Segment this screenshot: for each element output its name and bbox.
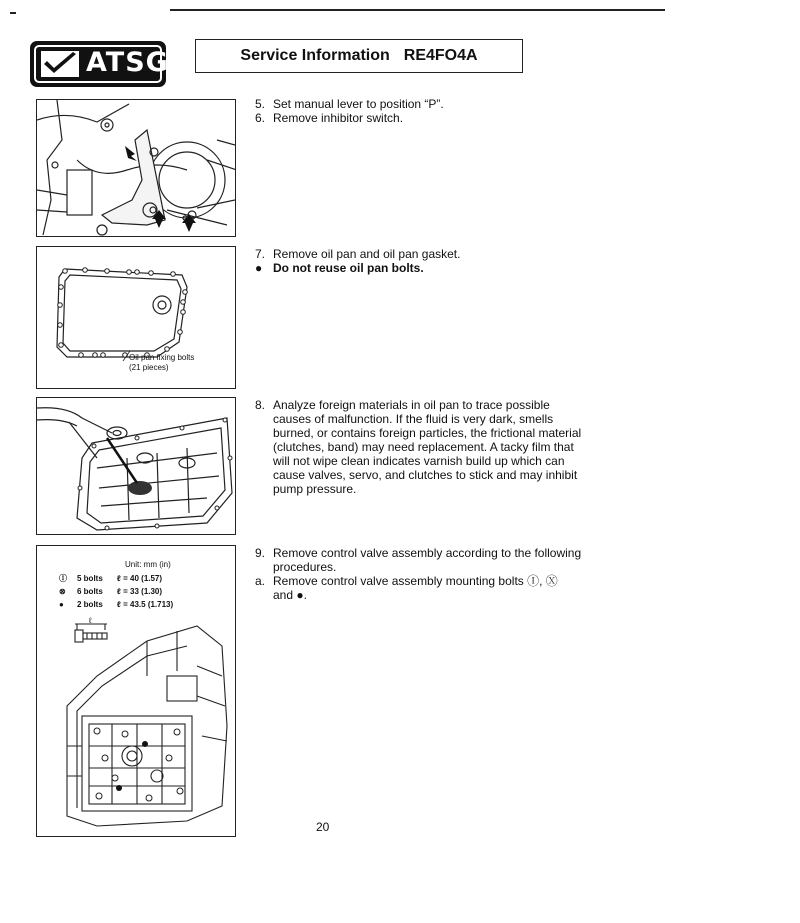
check-icon	[40, 50, 80, 78]
bolt-length: ℓ = 43.5 (1.713)	[117, 600, 174, 609]
bolt-symbol: Ⓘ	[59, 574, 67, 583]
page-title-box	[195, 39, 523, 73]
bolt-symbol: ●	[59, 600, 64, 609]
step-text: Remove control valve assembly according to the following procedures.	[273, 546, 582, 574]
manual-lever-drawing	[37, 100, 236, 237]
oil-pan-inspection-drawing	[37, 398, 236, 535]
bolt-length-symbol: ℓ	[89, 616, 92, 625]
step-number: 7.	[255, 247, 266, 261]
corner-mark	[10, 12, 16, 14]
step-text: Remove oil pan and oil pan gasket.	[273, 247, 461, 261]
figure-oil-pan-bolts	[36, 246, 236, 389]
logo-text: ATSG	[86, 47, 169, 78]
bolt-count: 2 bolts	[77, 600, 103, 609]
step-number: 6.	[255, 111, 266, 125]
bolt-symbol: ⊗	[59, 587, 66, 596]
bolt-count: 5 bolts	[77, 574, 103, 583]
atsg-logo	[30, 41, 169, 87]
transmission-model: RE4FO4A	[403, 47, 478, 64]
step-letter: a.	[255, 574, 266, 588]
step-text: Analyze foreign materials in oil pan to trace possible causes of malfunction. If the fluid is very dark, smells burned, or contains foreign particles, the frictional material (clutches, band) may need replacement. A tacky film that will not wipe clean indicates varnish build up which can cause valves, servo, and clutches to stick and may inhibit pump pressure.	[273, 398, 582, 496]
figure-manual-lever	[36, 99, 236, 237]
oil-pan-callout	[129, 353, 194, 373]
oil-pan-callout-line2: (21 pieces)	[129, 363, 169, 372]
page-title: Service Information	[240, 47, 390, 64]
bullet: ●	[255, 261, 263, 275]
figure-control-valve-bolts	[36, 545, 236, 837]
page-number: 20	[316, 820, 330, 834]
step-text: Remove control valve assembly mounting bolts Ⓘ, Ⓧ and ●.	[273, 574, 558, 602]
bolt-count: 6 bolts	[77, 587, 103, 596]
bolt-length: ℓ = 33 (1.30)	[117, 587, 163, 596]
figure-oil-pan-inspection	[36, 397, 236, 535]
step-text: Set manual lever to position “P”.	[273, 97, 444, 111]
header-rule	[170, 9, 665, 11]
step-text: Remove inhibitor switch.	[273, 111, 404, 125]
step-number: 9.	[255, 546, 266, 560]
bolt-length: ℓ = 40 (1.57)	[117, 574, 163, 583]
unit-label: Unit: mm (in)	[125, 560, 171, 569]
step-number: 5.	[255, 97, 266, 111]
oil-pan-callout-line1: Oil pan fixing bolts	[129, 353, 195, 362]
warning-text: Do not reuse oil pan bolts.	[273, 261, 424, 275]
step-number: 8.	[255, 398, 266, 412]
control-valve-drawing	[37, 546, 236, 837]
